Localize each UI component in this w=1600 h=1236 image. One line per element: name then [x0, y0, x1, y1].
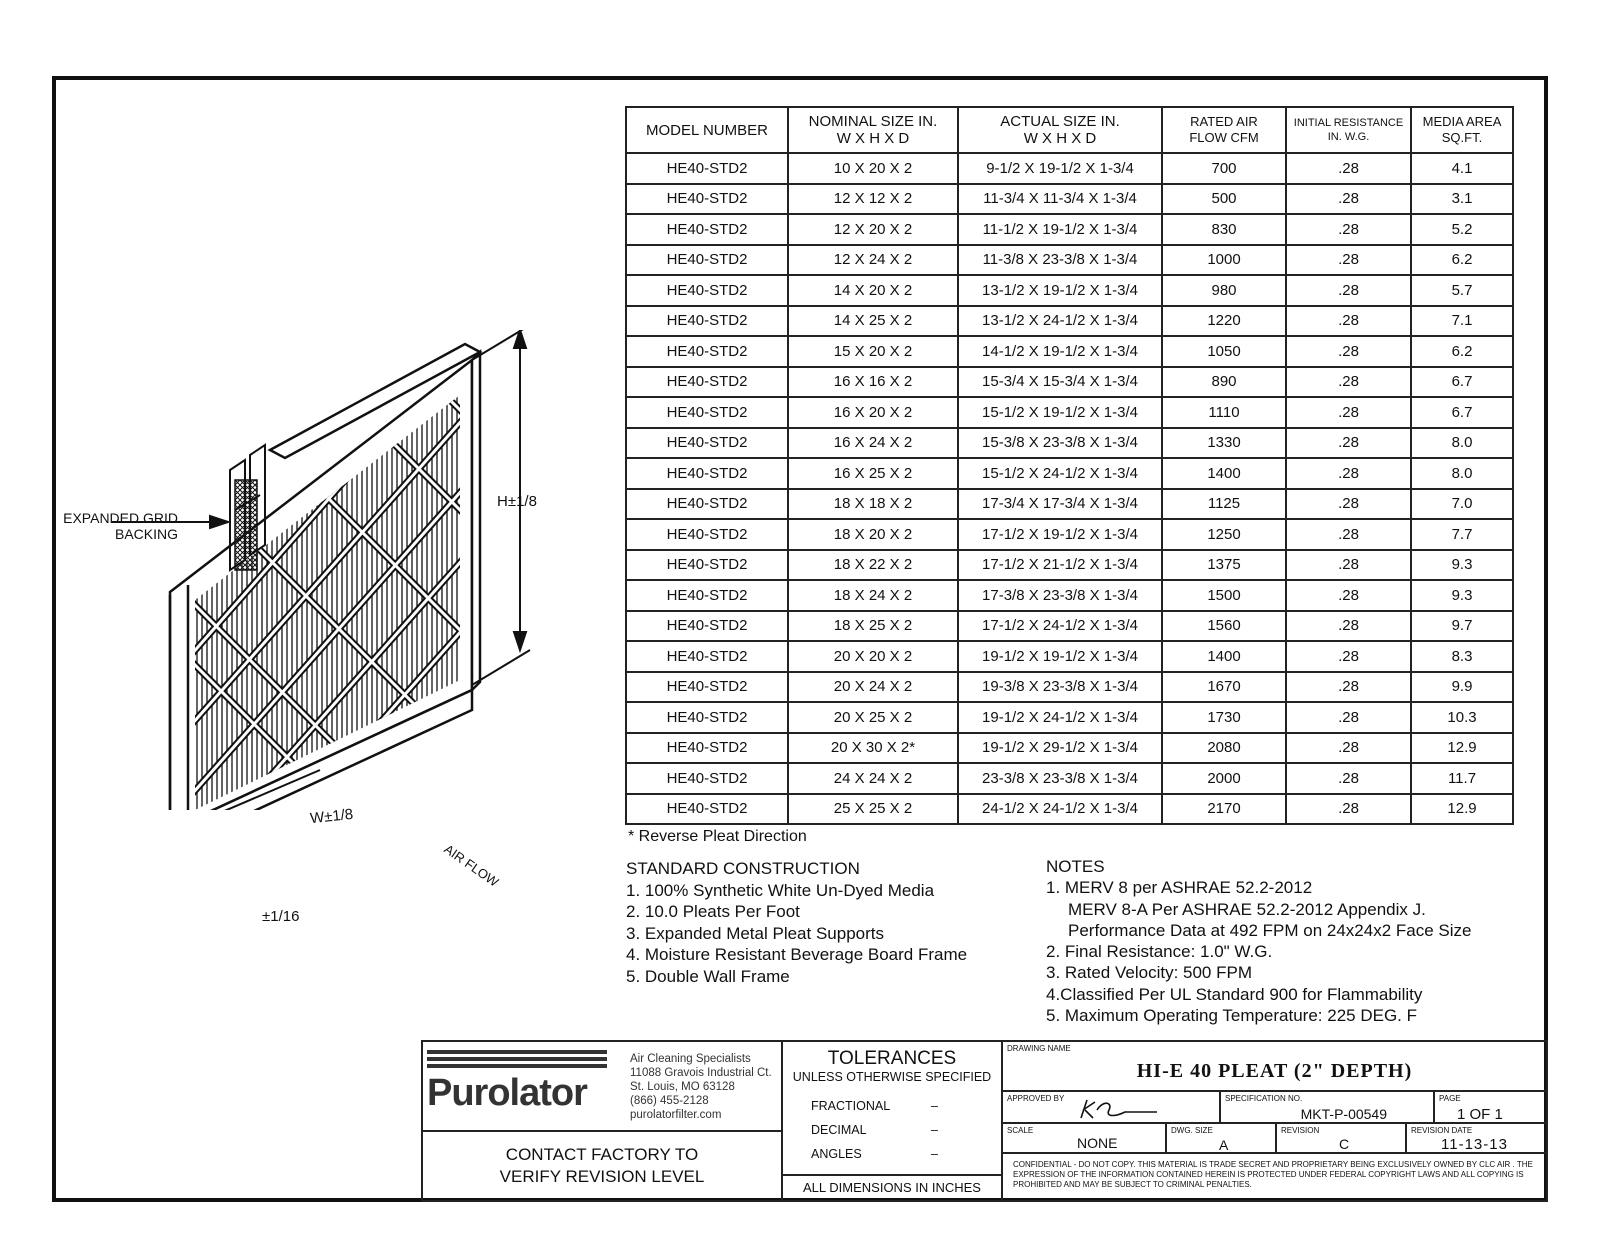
address-line: (866) 455-2128 — [630, 1095, 709, 1107]
all-dimensions: ALL DIMENSIONS IN INCHES — [781, 1174, 1003, 1202]
cell-nominal: 12 X 24 X 2 — [788, 245, 958, 276]
cell-model: HE40-STD2 — [626, 733, 788, 764]
table-row — [626, 245, 1513, 276]
cell-airflow: 1730 — [1162, 702, 1286, 733]
scale-cell — [1001, 1122, 1167, 1154]
construction-title: STANDARD CONSTRUCTION — [626, 859, 860, 878]
table-row — [626, 214, 1513, 245]
cell-model: HE40-STD2 — [626, 306, 788, 337]
cell-media: 10.3 — [1411, 702, 1513, 733]
construction-item: 1. 100% Synthetic White Un-Dyed Media — [626, 880, 935, 900]
cell-resistance: .28 — [1286, 733, 1411, 764]
cell-model: HE40-STD2 — [626, 184, 788, 215]
cell-resistance: .28 — [1286, 702, 1411, 733]
contact-factory-cell — [421, 1130, 783, 1202]
cell-resistance: .28 — [1286, 245, 1411, 276]
header-model: MODEL NUMBER — [626, 107, 788, 153]
cell-model: HE40-STD2 — [626, 672, 788, 703]
airflow-label: AIR FLOW — [441, 841, 502, 890]
cell-actual: 17-3/8 X 23-3/8 X 1-3/4 — [958, 580, 1162, 611]
cell-actual: 11-3/4 X 11-3/4 X 1-3/4 — [958, 184, 1162, 215]
cell-nominal: 16 X 20 X 2 — [788, 397, 958, 428]
cell-actual: 11-1/2 X 19-1/2 X 1-3/4 — [958, 214, 1162, 245]
cell-resistance: .28 — [1286, 641, 1411, 672]
note-line: 4.Classified Per UL Standard 900 for Flammability — [1046, 984, 1423, 1004]
page-number: 1 OF 1 — [1457, 1106, 1503, 1123]
table-row — [626, 336, 1513, 367]
header-actual: ACTUAL SIZE IN. W X H X D — [958, 107, 1162, 153]
cell-resistance: .28 — [1286, 306, 1411, 337]
table-row — [626, 641, 1513, 672]
revision-date: 11-13-13 — [1441, 1136, 1508, 1153]
fractional-value: – — [931, 1099, 938, 1113]
cell-actual: 14-1/2 X 19-1/2 X 1-3/4 — [958, 336, 1162, 367]
cell-actual: 19-1/2 X 19-1/2 X 1-3/4 — [958, 641, 1162, 672]
cell-airflow: 1500 — [1162, 580, 1286, 611]
header-nominal: NOMINAL SIZE IN. W X H X D — [788, 107, 958, 153]
cell-media: 6.7 — [1411, 367, 1513, 398]
cell-nominal: 20 X 25 X 2 — [788, 702, 958, 733]
angles-label: ANGLES — [811, 1147, 862, 1161]
header-resistance: INITIAL RESISTANCE IN. W.G. — [1286, 107, 1411, 153]
table-row — [626, 733, 1513, 764]
notes-title: NOTES — [1046, 857, 1105, 876]
cell-airflow: 1220 — [1162, 306, 1286, 337]
cell-actual: 19-1/2 X 24-1/2 X 1-3/4 — [958, 702, 1162, 733]
cell-resistance: .28 — [1286, 214, 1411, 245]
cell-model: HE40-STD2 — [626, 580, 788, 611]
cell-nominal: 25 X 25 X 2 — [788, 794, 958, 825]
header-airflow: RATED AIR FLOW CFM — [1162, 107, 1286, 153]
cell-actual: 24-1/2 X 24-1/2 X 1-3/4 — [958, 794, 1162, 825]
cell-media: 5.7 — [1411, 275, 1513, 306]
cell-airflow: 1330 — [1162, 428, 1286, 459]
cell-media: 12.9 — [1411, 733, 1513, 764]
cell-media: 4.1 — [1411, 153, 1513, 184]
decimal-value: – — [931, 1123, 938, 1137]
address-line: purolatorfilter.com — [630, 1109, 722, 1121]
title-block — [421, 1040, 1548, 1202]
tolerances-title: TOLERANCES — [827, 1048, 957, 1069]
cell-model: HE40-STD2 — [626, 245, 788, 276]
cell-airflow: 1125 — [1162, 489, 1286, 520]
table-row — [626, 397, 1513, 428]
table-row — [626, 794, 1513, 825]
cell-nominal: 10 X 20 X 2 — [788, 153, 958, 184]
revision-date-label: REVISION DATE — [1411, 1126, 1473, 1135]
table-row — [626, 428, 1513, 459]
page-label: PAGE — [1439, 1094, 1461, 1103]
page-cell — [1433, 1090, 1548, 1124]
cell-actual: 15-3/4 X 15-3/4 X 1-3/4 — [958, 367, 1162, 398]
company-cell — [421, 1040, 783, 1132]
cell-resistance: .28 — [1286, 611, 1411, 642]
cell-airflow: 2080 — [1162, 733, 1286, 764]
standard-construction — [626, 858, 967, 987]
cell-actual: 15-1/2 X 19-1/2 X 1-3/4 — [958, 397, 1162, 428]
cell-resistance: .28 — [1286, 397, 1411, 428]
cell-nominal: 20 X 20 X 2 — [788, 641, 958, 672]
construction-item: 5. Double Wall Frame — [626, 966, 790, 986]
table-row — [626, 367, 1513, 398]
purolator-logo: Purolator — [427, 1072, 587, 1114]
cell-airflow: 1400 — [1162, 458, 1286, 489]
cell-airflow: 2170 — [1162, 794, 1286, 825]
cell-media: 6.2 — [1411, 245, 1513, 276]
cell-resistance: .28 — [1286, 367, 1411, 398]
filter-illustration — [100, 330, 660, 810]
cell-model: HE40-STD2 — [626, 641, 788, 672]
cell-media: 8.0 — [1411, 458, 1513, 489]
contact-line: CONTACT FACTORY TO — [505, 1145, 699, 1164]
fractional-label: FRACTIONAL — [811, 1099, 891, 1113]
address-line: St. Louis, MO 63128 — [630, 1081, 735, 1093]
address-line: Air Cleaning Specialists — [630, 1053, 751, 1065]
cell-resistance: .28 — [1286, 184, 1411, 215]
table-row — [626, 275, 1513, 306]
cell-resistance: .28 — [1286, 489, 1411, 520]
cell-actual: 17-3/4 X 17-3/4 X 1-3/4 — [958, 489, 1162, 520]
reverse-pleat-footnote: * Reverse Pleat Direction — [628, 828, 807, 845]
cell-nominal: 24 X 24 X 2 — [788, 763, 958, 794]
table-row — [626, 184, 1513, 215]
cell-actual: 17-1/2 X 24-1/2 X 1-3/4 — [958, 611, 1162, 642]
table-row — [626, 763, 1513, 794]
cell-airflow: 830 — [1162, 214, 1286, 245]
cell-actual: 13-1/2 X 24-1/2 X 1-3/4 — [958, 306, 1162, 337]
unless-specified: UNLESS OTHERWISE SPECIFIED — [792, 1070, 992, 1084]
construction-item: 4. Moisture Resistant Beverage Board Frame — [626, 945, 968, 964]
grid-label-line1: EXPANDED GRID — [63, 510, 178, 526]
cell-model: HE40-STD2 — [626, 489, 788, 520]
note-line: 5. Maximum Operating Temperature: 225 DEG. F — [1046, 1006, 1418, 1026]
cell-model: HE40-STD2 — [626, 794, 788, 825]
construction-item: 3. Expanded Metal Pleat Supports — [626, 923, 884, 943]
cell-model: HE40-STD2 — [626, 458, 788, 489]
cell-model: HE40-STD2 — [626, 519, 788, 550]
cell-actual: 15-3/8 X 23-3/8 X 1-3/4 — [958, 428, 1162, 459]
note-line: 2. Final Resistance: 1.0" W.G. — [1046, 942, 1273, 962]
table-row — [626, 519, 1513, 550]
cell-resistance: .28 — [1286, 794, 1411, 825]
cell-airflow: 1400 — [1162, 641, 1286, 672]
cell-model: HE40-STD2 — [626, 428, 788, 459]
approval-signature — [1073, 1096, 1163, 1122]
cell-nominal: 16 X 25 X 2 — [788, 458, 958, 489]
cell-resistance: .28 — [1286, 336, 1411, 367]
cell-model: HE40-STD2 — [626, 763, 788, 794]
cell-nominal: 18 X 22 X 2 — [788, 550, 958, 581]
cell-nominal: 16 X 24 X 2 — [788, 428, 958, 459]
spec-no-label: SPECIFICATION NO. — [1225, 1094, 1303, 1103]
cell-resistance: .28 — [1286, 763, 1411, 794]
cell-actual: 13-1/2 X 19-1/2 X 1-3/4 — [958, 275, 1162, 306]
cell-actual: 19-3/8 X 23-3/8 X 1-3/4 — [958, 672, 1162, 703]
drawing-name-label: DRAWING NAME — [1007, 1044, 1071, 1053]
revision: C — [1339, 1136, 1350, 1152]
drawing-name-cell — [1001, 1040, 1548, 1092]
revision-date-cell — [1405, 1122, 1548, 1154]
table-header-row — [626, 107, 1513, 153]
spec-table-body — [626, 153, 1513, 824]
cell-resistance: .28 — [1286, 519, 1411, 550]
spec-no: MKT-P-00549 — [1300, 1106, 1387, 1122]
cell-model: HE40-STD2 — [626, 397, 788, 428]
cell-nominal: 18 X 18 X 2 — [788, 489, 958, 520]
cell-media: 7.0 — [1411, 489, 1513, 520]
table-row — [626, 153, 1513, 184]
cell-airflow: 500 — [1162, 184, 1286, 215]
decimal-label: DECIMAL — [811, 1123, 867, 1137]
cell-airflow: 1250 — [1162, 519, 1286, 550]
logo-stripes — [427, 1050, 607, 1071]
cell-media: 3.1 — [1411, 184, 1513, 215]
cell-nominal: 18 X 25 X 2 — [788, 611, 958, 642]
cell-media: 9.3 — [1411, 550, 1513, 581]
cell-model: HE40-STD2 — [626, 367, 788, 398]
cell-media: 8.0 — [1411, 428, 1513, 459]
cell-resistance: .28 — [1286, 153, 1411, 184]
tolerances-cell — [781, 1040, 1003, 1176]
grid-label-line2: BACKING — [114, 526, 178, 542]
note-line: Performance Data at 492 FPM on 24x24x2 Face Size — [1068, 920, 1472, 940]
cell-model: HE40-STD2 — [626, 611, 788, 642]
drawing-name: HI-E 40 PLEAT (2" DEPTH) — [1136, 1060, 1413, 1082]
cell-nominal: 18 X 24 X 2 — [788, 580, 958, 611]
cell-resistance: .28 — [1286, 580, 1411, 611]
cell-nominal: 14 X 25 X 2 — [788, 306, 958, 337]
table-row — [626, 458, 1513, 489]
angles-value: – — [931, 1147, 938, 1161]
approved-cell — [1001, 1090, 1221, 1124]
table-row — [626, 489, 1513, 520]
construction-item: 2. 10.0 Pleats Per Foot — [626, 902, 800, 921]
dwg-size: A — [1219, 1137, 1229, 1153]
cell-resistance: .28 — [1286, 275, 1411, 306]
confidential-notice: CONFIDENTIAL - DO NOT COPY. THIS MATERIAL IS TRADE SECRET AND PROPRIETARY BEING EXCLUSIVELY OWNED BY CLC AIR . THE EXPRESSION OF THE INFORMATION CONTAINED HEREIN IS PROTECTED UNDER FEDERAL COPYRIGHT LAWS AND ALL COPYING IS PROHIBITED AND MAY BE SUBJECT TO CRIMINAL PENALTIES. — [1001, 1152, 1548, 1202]
note-line: MERV 8-A Per ASHRAE 52.2-2012 Appendix J. — [1068, 899, 1426, 919]
table-row — [626, 672, 1513, 703]
table-row — [626, 306, 1513, 337]
cell-resistance: .28 — [1286, 672, 1411, 703]
dwg-size-cell — [1165, 1122, 1277, 1154]
cell-airflow: 1670 — [1162, 672, 1286, 703]
cell-actual: 23-3/8 X 23-3/8 X 1-3/4 — [958, 763, 1162, 794]
scale-label: SCALE — [1007, 1126, 1034, 1135]
cell-nominal: 14 X 20 X 2 — [788, 275, 958, 306]
cell-nominal: 18 X 20 X 2 — [788, 519, 958, 550]
cell-media: 8.3 — [1411, 641, 1513, 672]
revision-label: REVISION — [1281, 1126, 1320, 1135]
cell-media: 5.2 — [1411, 214, 1513, 245]
note-line: 3. Rated Velocity: 500 FPM — [1046, 963, 1252, 983]
cell-media: 9.3 — [1411, 580, 1513, 611]
cell-airflow: 700 — [1162, 153, 1286, 184]
cell-airflow: 1375 — [1162, 550, 1286, 581]
contact-line: VERIFY REVISION LEVEL — [499, 1167, 705, 1186]
spec-no-cell — [1219, 1090, 1435, 1124]
height-dimension: H±1/8 — [497, 493, 537, 510]
cell-model: HE40-STD2 — [626, 153, 788, 184]
cell-media: 7.1 — [1411, 306, 1513, 337]
cell-media: 7.7 — [1411, 519, 1513, 550]
dwg-size-label: DWG. SIZE — [1171, 1126, 1213, 1135]
cell-airflow: 890 — [1162, 367, 1286, 398]
cell-nominal: 20 X 30 X 2* — [788, 733, 958, 764]
revision-cell — [1275, 1122, 1407, 1154]
depth-dimension: ±1/16 — [262, 908, 300, 925]
cell-airflow: 1000 — [1162, 245, 1286, 276]
cell-airflow: 2000 — [1162, 763, 1286, 794]
spec-table — [625, 106, 1514, 825]
note-line: 1. MERV 8 per ASHRAE 52.2-2012 — [1046, 878, 1313, 898]
cell-actual: 11-3/8 X 23-3/8 X 1-3/4 — [958, 245, 1162, 276]
approved-label: APPROVED BY — [1007, 1094, 1065, 1103]
address-line: 11088 Gravois Industrial Ct. — [630, 1067, 772, 1079]
cell-media: 9.9 — [1411, 672, 1513, 703]
table-row — [626, 550, 1513, 581]
cell-airflow: 1110 — [1162, 397, 1286, 428]
cell-media: 6.2 — [1411, 336, 1513, 367]
cell-media: 9.7 — [1411, 611, 1513, 642]
cell-resistance: .28 — [1286, 428, 1411, 459]
cell-nominal: 12 X 12 X 2 — [788, 184, 958, 215]
cell-nominal: 20 X 24 X 2 — [788, 672, 958, 703]
width-dimension: W±1/8 — [309, 805, 355, 828]
cell-actual: 19-1/2 X 29-1/2 X 1-3/4 — [958, 733, 1162, 764]
cell-resistance: .28 — [1286, 550, 1411, 581]
cell-actual: 17-1/2 X 21-1/2 X 1-3/4 — [958, 550, 1162, 581]
cell-model: HE40-STD2 — [626, 275, 788, 306]
cell-media: 6.7 — [1411, 397, 1513, 428]
cell-airflow: 980 — [1162, 275, 1286, 306]
table-row — [626, 611, 1513, 642]
cell-nominal: 15 X 20 X 2 — [788, 336, 958, 367]
table-row — [626, 580, 1513, 611]
cell-nominal: 16 X 16 X 2 — [788, 367, 958, 398]
cell-actual: 17-1/2 X 19-1/2 X 1-3/4 — [958, 519, 1162, 550]
cell-model: HE40-STD2 — [626, 550, 788, 581]
cell-airflow: 1050 — [1162, 336, 1286, 367]
header-media: MEDIA AREA SQ.FT. — [1411, 107, 1513, 153]
table-row — [626, 702, 1513, 733]
cell-nominal: 12 X 20 X 2 — [788, 214, 958, 245]
grid-backing-label — [60, 510, 178, 542]
cell-media: 11.7 — [1411, 763, 1513, 794]
notes — [1046, 856, 1471, 1026]
cell-actual: 15-1/2 X 24-1/2 X 1-3/4 — [958, 458, 1162, 489]
cell-model: HE40-STD2 — [626, 214, 788, 245]
cell-model: HE40-STD2 — [626, 336, 788, 367]
scale-value: NONE — [1077, 1135, 1118, 1151]
cell-airflow: 1560 — [1162, 611, 1286, 642]
cell-resistance: .28 — [1286, 458, 1411, 489]
cell-media: 12.9 — [1411, 794, 1513, 825]
cell-model: HE40-STD2 — [626, 702, 788, 733]
company-address — [630, 1052, 772, 1122]
cell-actual: 9-1/2 X 19-1/2 X 1-3/4 — [958, 153, 1162, 184]
